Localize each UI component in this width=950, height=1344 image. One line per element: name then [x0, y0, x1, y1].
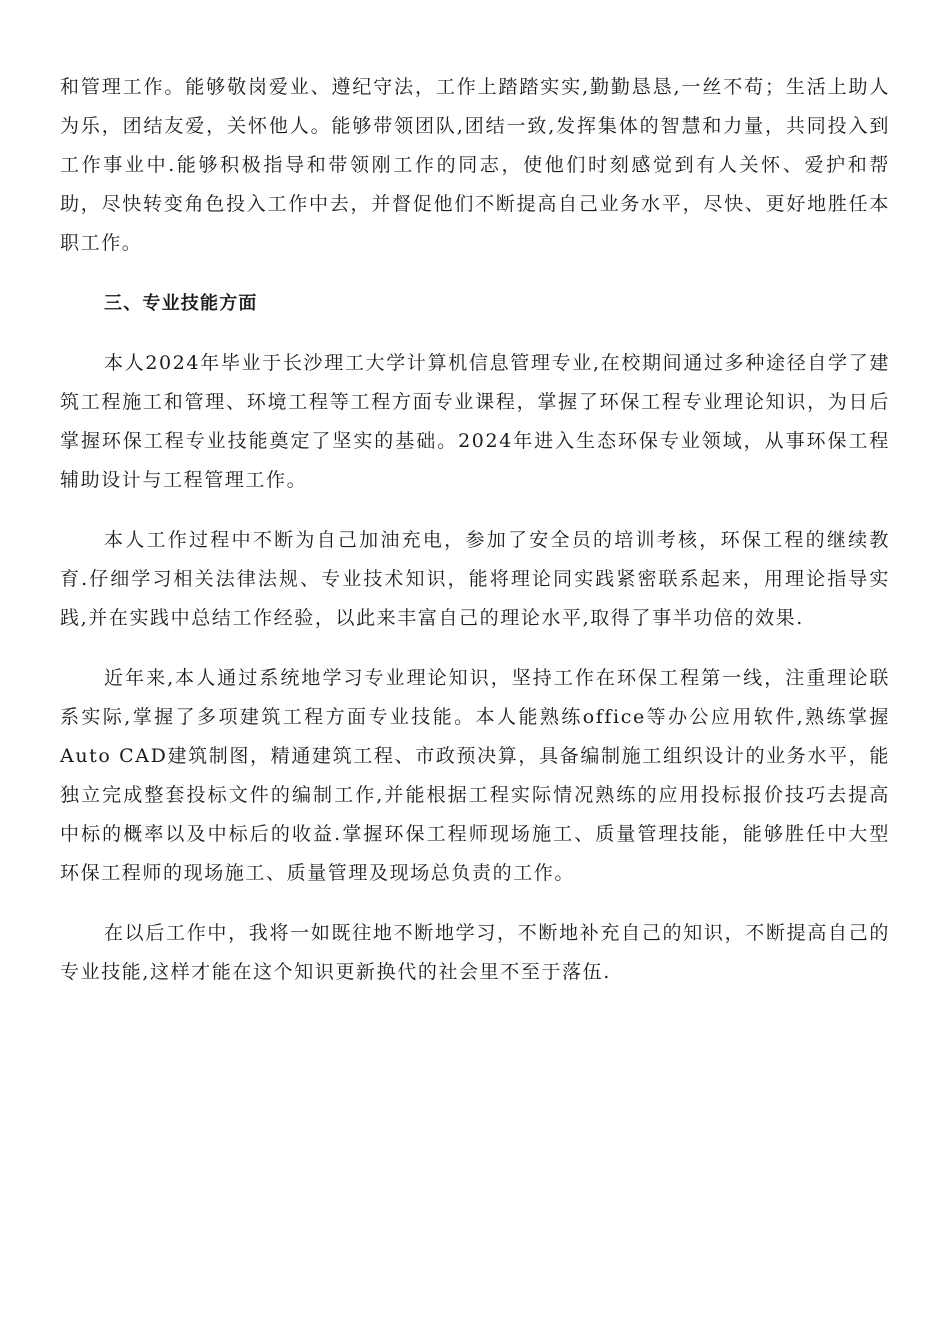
- paragraph-recent-skills: 近年来,本人通过系统地学习专业理论知识，坚持工作在环保工程第一线，注重理论联系实际,掌握了多项建筑工程方面专业技能。本人能熟练office等办公应用软件,熟练掌握Auto CAD建筑制图，精通建筑工程、市政预决算，具备编制施工组织设计的业务水平，能独立完成整套投标文件的编制工作,并能根据工程实际情况熟练的应用投标报价技巧去提高中标的概率以及中标后的收益.掌握环保工程师现场施工、质量管理技能，能够胜任中大型环保工程师的现场施工、质量管理及现场总负责的工作。: [60, 667, 890, 884]
- paragraph-education: 本人2024年毕业于长沙理工大学计算机信息管理专业,在校期间通过多种途径自学了建筑工程施工和管理、环境工程等工程方面专业课程，掌握了环保工程专业理论知识，为日后掌握环保工程专业技能奠定了坚实的基础。2024年进入生态环保专业领域，从事环保工程辅助设计与工程管理工作。: [60, 352, 890, 491]
- section-heading-professional-skills: 三、专业技能方面: [104, 293, 258, 314]
- paragraph-future-plan: 在以后工作中，我将一如既往地不断地学习，不断地补充自己的知识，不断提高自己的专业技能,这样才能在这个知识更新换代的社会里不至于落伍.: [60, 922, 890, 983]
- paragraph-continuous-learning: 本人工作过程中不断为自己加油充电，参加了安全员的培训考核，环保工程的继续教育.仔细学习相关法律法规、专业技术知识，能将理论同实践紧密联系起来，用理论指导实践,并在实践中总结工作经验，以此来丰富自己的理论水平,取得了事半功倍的效果.: [60, 529, 890, 629]
- paragraph-management-work: 和管理工作。能够敬岗爱业、遵纪守法，工作上踏踏实实,勤勤恳恳,一丝不苟；生活上助人为乐，团结友爱，关怀他人。能够带领团队,团结一致,发挥集体的智慧和力量，共同投入到工作事业中.能够积极指导和带领刚工作的同志，使他们时刻感觉到有人关怀、爱护和帮助，尽快转变角色投入工作中去，并督促他们不断提高自己业务水平，尽快、更好地胜任本职工作。: [60, 76, 890, 254]
- document-page: [60, 68, 890, 1013]
